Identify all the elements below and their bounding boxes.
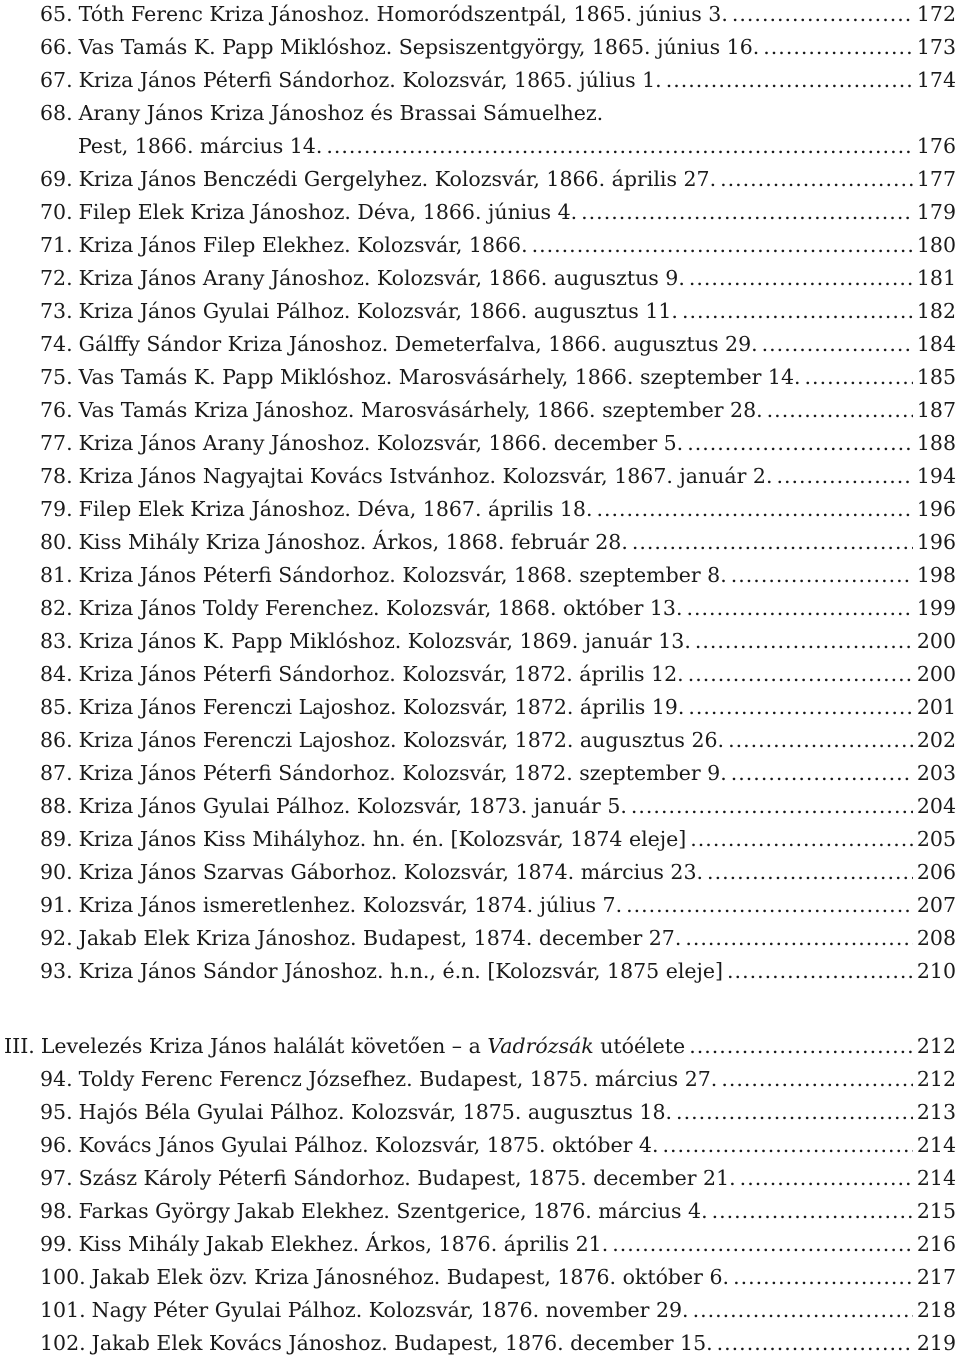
entry-number: 80. bbox=[40, 530, 73, 554]
leader-dots bbox=[712, 1195, 913, 1228]
entry-number: 95. bbox=[40, 1100, 73, 1124]
entry-title: Kriza János Nagyajtai Kovács Istvánhoz. Kolozsvár, 1867. január 2. bbox=[78, 464, 773, 488]
leader-dots bbox=[805, 361, 913, 394]
entry-title: Filep Elek Kriza Jánoshoz. Déva, 1867. április 18. bbox=[78, 497, 593, 521]
section-title bbox=[35, 1030, 685, 1063]
entry-page: 205 bbox=[916, 827, 956, 851]
entry-page: 215 bbox=[916, 1199, 956, 1223]
leader-dots bbox=[762, 328, 913, 361]
toc-entry bbox=[0, 97, 960, 130]
entry-title: Hajós Béla Gyulai Pálhoz. Kolozsvár, 1875. augusztus 18. bbox=[78, 1100, 673, 1124]
toc-entry bbox=[0, 196, 960, 229]
entry-page: 216 bbox=[916, 1232, 956, 1256]
toc-entry bbox=[0, 262, 960, 295]
entry-number: 97. bbox=[40, 1166, 73, 1190]
entry-page: 217 bbox=[916, 1265, 956, 1289]
entry-title: Kiss Mihály Kriza Jánoshoz. Árkos, 1868. február 28. bbox=[78, 530, 628, 554]
toc-entry bbox=[0, 427, 960, 460]
entry-title: Kovács János Gyulai Pálhoz. Kolozsvár, 1875. október 4. bbox=[78, 1133, 659, 1157]
entry-page: 177 bbox=[916, 167, 956, 191]
leader-dots bbox=[695, 625, 913, 658]
entry-page: 198 bbox=[916, 563, 956, 587]
entry-number: 82. bbox=[40, 596, 73, 620]
entry-title: Kriza János Ferenczi Lajoshoz. Kolozsvár, 1872. augusztus 26. bbox=[78, 728, 725, 752]
entry-title: Kriza János ismeretlenhez. Kolozsvár, 1874. július 7. bbox=[78, 893, 623, 917]
entry-page: 201 bbox=[916, 695, 956, 719]
entry-title: Pest, 1866. március 14. bbox=[78, 134, 323, 158]
toc-entry bbox=[0, 1162, 960, 1195]
entry-number: 88. bbox=[40, 794, 73, 818]
toc-entry bbox=[0, 361, 960, 394]
entry-number: 85. bbox=[40, 695, 73, 719]
leader-dots bbox=[727, 955, 913, 988]
leader-dots bbox=[663, 1129, 913, 1162]
entry-page: 214 bbox=[916, 1166, 956, 1190]
leader-dots bbox=[676, 1096, 913, 1129]
entry-number: 65. bbox=[40, 2, 73, 26]
entry-page: 206 bbox=[916, 860, 956, 884]
section-title-italic: Vadrózsák bbox=[487, 1034, 594, 1058]
entry-title: Vas Tamás K. Papp Miklóshoz. Sepsiszentgyörgy, 1865. június 16. bbox=[78, 35, 760, 59]
entry-page: 218 bbox=[916, 1298, 956, 1322]
entry-title: Kriza János Ferenczi Lajoshoz. Kolozsvár, 1872. április 19. bbox=[78, 695, 685, 719]
entry-page: 196 bbox=[916, 530, 956, 554]
toc-entry-continuation bbox=[0, 130, 960, 163]
leader-dots bbox=[685, 922, 913, 955]
leader-dots bbox=[688, 691, 912, 724]
entry-page: 184 bbox=[916, 332, 956, 356]
entry-number: 74. bbox=[40, 332, 73, 356]
leader-dots bbox=[776, 460, 912, 493]
toc-entry bbox=[0, 889, 960, 922]
toc-entry bbox=[0, 757, 960, 790]
section-heading-iii bbox=[0, 1030, 960, 1063]
toc-entry bbox=[0, 592, 960, 625]
entry-title: Jakab Elek Kovács Jánoshoz. Budapest, 1876. december 15. bbox=[91, 1331, 713, 1355]
leader-dots bbox=[693, 1294, 913, 1327]
entry-number: 86. bbox=[40, 728, 73, 752]
leader-dots bbox=[532, 229, 913, 262]
entry-number: 81. bbox=[40, 563, 73, 587]
entry-title: Filep Elek Kriza Jánoshoz. Déva, 1866. június 4. bbox=[78, 200, 578, 224]
entry-page: 188 bbox=[916, 431, 956, 455]
entry-title: Vas Tamás K. Papp Miklóshoz. Marosvásárhely, 1866. szeptember 14. bbox=[78, 365, 801, 389]
toc-entry bbox=[0, 1228, 960, 1261]
toc-entry bbox=[0, 922, 960, 955]
leader-dots bbox=[728, 724, 913, 757]
entry-title: Farkas György Jakab Elekhez. Szentgerice, 1876. március 4. bbox=[78, 1199, 708, 1223]
entry-page: 199 bbox=[916, 596, 956, 620]
entry-number: 102. bbox=[40, 1331, 86, 1355]
entry-page: 176 bbox=[916, 134, 956, 158]
leader-dots bbox=[763, 31, 913, 64]
entry-page: 219 bbox=[916, 1331, 956, 1355]
entry-title: Tóth Ferenc Kriza Jánoshoz. Homoródszentpál, 1865. június 3. bbox=[78, 2, 728, 26]
entry-title: Kriza János Sándor Jánoshoz. h.n., é.n. [Kolozsvár, 1875 eleje] bbox=[78, 959, 724, 983]
leader-dots bbox=[717, 1327, 913, 1360]
entry-number: 83. bbox=[40, 629, 73, 653]
entry-page: 173 bbox=[916, 35, 956, 59]
toc-entry bbox=[0, 1261, 960, 1294]
entry-number: 79. bbox=[40, 497, 73, 521]
entry-title: Kriza János Péterfi Sándorhoz. Kolozsvár, 1872. április 12. bbox=[78, 662, 684, 686]
toc-entry bbox=[0, 1195, 960, 1228]
entry-page: 214 bbox=[916, 1133, 956, 1157]
leader-dots bbox=[707, 856, 913, 889]
leader-dots bbox=[767, 394, 913, 427]
entry-number: 91. bbox=[40, 893, 73, 917]
entry-number: 84. bbox=[40, 662, 73, 686]
entry-title: Toldy Ferenc Ferencz Józsefhez. Budapest, 1875. március 27. bbox=[78, 1067, 718, 1091]
entry-number: 101. bbox=[40, 1298, 86, 1322]
entry-page: 172 bbox=[916, 2, 956, 26]
entry-title: Kriza János Filep Elekhez. Kolozsvár, 1866. bbox=[78, 233, 528, 257]
entry-number: 93. bbox=[40, 959, 73, 983]
entry-number: 94. bbox=[40, 1067, 73, 1091]
entry-title: Szász Károly Péterfi Sándorhoz. Budapest, 1875. december 21. bbox=[78, 1166, 736, 1190]
entry-title: Kriza János Szarvas Gáborhoz. Kolozsvár, 1874. március 23. bbox=[78, 860, 704, 884]
leader-dots bbox=[689, 262, 913, 295]
entry-number: 99. bbox=[40, 1232, 73, 1256]
leader-dots bbox=[740, 1162, 913, 1195]
leader-dots bbox=[687, 592, 913, 625]
entry-page: 202 bbox=[916, 728, 956, 752]
entry-title: Arany János Kriza Jánoshoz és Brassai Sámuelhez. bbox=[78, 101, 604, 125]
toc-entry bbox=[0, 856, 960, 889]
toc-entry bbox=[0, 1294, 960, 1327]
leader-dots bbox=[733, 1261, 913, 1294]
entry-title: Kriza János Benczédi Gergelyhez. Kolozsvár, 1866. április 27. bbox=[78, 167, 717, 191]
toc-entry bbox=[0, 0, 960, 31]
leader-dots bbox=[632, 526, 913, 559]
toc-entry bbox=[0, 1063, 960, 1096]
leader-dots bbox=[581, 196, 913, 229]
leader-dots bbox=[690, 823, 913, 856]
entry-number: 69. bbox=[40, 167, 73, 191]
entry-title: Jakab Elek özv. Kriza Jánosnéhoz. Budapest, 1876. október 6. bbox=[91, 1265, 730, 1289]
toc-entry bbox=[0, 64, 960, 97]
toc-entry bbox=[0, 31, 960, 64]
entry-title: Kriza János Gyulai Pálhoz. Kolozsvár, 1866. augusztus 11. bbox=[78, 299, 678, 323]
toc-entry bbox=[0, 1096, 960, 1129]
entry-title: Kriza János K. Papp Miklóshoz. Kolozsvár, 1869. január 13. bbox=[78, 629, 691, 653]
entry-page: 200 bbox=[916, 629, 956, 653]
entry-title: Kriza János Arany Jánoshoz. Kolozsvár, 1866. augusztus 9. bbox=[78, 266, 685, 290]
toc-entry bbox=[0, 526, 960, 559]
entry-title: Gálffy Sándor Kriza Jánoshoz. Demeterfalva, 1866. augusztus 29. bbox=[78, 332, 758, 356]
toc-entry bbox=[0, 328, 960, 361]
leader-dots bbox=[631, 790, 913, 823]
entry-number: 70. bbox=[40, 200, 73, 224]
entry-number: 66. bbox=[40, 35, 73, 59]
section-title-end: utóélete bbox=[593, 1034, 686, 1058]
leader-dots bbox=[731, 757, 913, 790]
toc-entry bbox=[0, 229, 960, 262]
leader-dots bbox=[688, 658, 913, 691]
toc-entry bbox=[0, 295, 960, 328]
entry-page: 179 bbox=[916, 200, 956, 224]
entry-page: 187 bbox=[916, 398, 956, 422]
entry-number: 89. bbox=[40, 827, 73, 851]
section-number: III. bbox=[4, 1034, 35, 1058]
entry-title: Kriza János Kiss Mihályhoz. hn. én. [Kolozsvár, 1874 eleje] bbox=[78, 827, 687, 851]
toc-entry bbox=[0, 955, 960, 988]
toc-entry bbox=[0, 823, 960, 856]
leader-dots bbox=[626, 889, 913, 922]
leader-dots bbox=[720, 163, 913, 196]
toc-entry bbox=[0, 163, 960, 196]
entry-title: Nagy Péter Gyulai Pálhoz. Kolozsvár, 1876. november 29. bbox=[91, 1298, 689, 1322]
entry-title: Kriza János Arany Jánoshoz. Kolozsvár, 1866. december 5. bbox=[78, 431, 684, 455]
toc-entry bbox=[0, 1129, 960, 1162]
leader-dots bbox=[731, 559, 913, 592]
entry-title: Kriza János Péterfi Sándorhoz. Kolozsvár, 1872. szeptember 9. bbox=[78, 761, 727, 785]
section-title-start: Levelezés Kriza János halálát követően – a bbox=[40, 1034, 488, 1058]
leader-dots bbox=[666, 64, 913, 97]
leader-dots bbox=[596, 493, 912, 526]
entry-title: Jakab Elek Kriza Jánoshoz. Budapest, 1874. december 27. bbox=[78, 926, 682, 950]
entry-page: 200 bbox=[916, 662, 956, 686]
entry-title: Kriza János Péterfi Sándorhoz. Kolozsvár, 1865. július 1. bbox=[78, 68, 662, 92]
leader-dots bbox=[689, 1030, 913, 1063]
entry-number: 75. bbox=[40, 365, 73, 389]
entry-number: 96. bbox=[40, 1133, 73, 1157]
entry-page: 180 bbox=[916, 233, 956, 257]
entry-number: 98. bbox=[40, 1199, 73, 1223]
entry-number: 90. bbox=[40, 860, 73, 884]
entry-page: 194 bbox=[916, 464, 956, 488]
entry-page: 204 bbox=[916, 794, 956, 818]
toc-entry bbox=[0, 394, 960, 427]
entry-number: 72. bbox=[40, 266, 73, 290]
entry-number: 77. bbox=[40, 431, 73, 455]
entry-number: 71. bbox=[40, 233, 73, 257]
toc-entry bbox=[0, 460, 960, 493]
entry-page: 208 bbox=[916, 926, 956, 950]
entry-number: 73. bbox=[40, 299, 73, 323]
toc-entry bbox=[0, 790, 960, 823]
entry-page: 196 bbox=[916, 497, 956, 521]
entry-page: 182 bbox=[916, 299, 956, 323]
section-page: 212 bbox=[916, 1034, 956, 1058]
leader-dots bbox=[687, 427, 913, 460]
entry-page: 212 bbox=[916, 1067, 956, 1091]
entry-title: Kriza János Gyulai Pálhoz. Kolozsvár, 1873. január 5. bbox=[78, 794, 627, 818]
entry-title: Kriza János Toldy Ferenchez. Kolozsvár, 1868. október 13. bbox=[78, 596, 683, 620]
entry-number: 100. bbox=[40, 1265, 86, 1289]
entry-page: 210 bbox=[916, 959, 956, 983]
entry-number: 76. bbox=[40, 398, 73, 422]
toc-entry bbox=[0, 559, 960, 592]
entry-page: 174 bbox=[916, 68, 956, 92]
toc-entry bbox=[0, 691, 960, 724]
leader-dots bbox=[721, 1063, 913, 1096]
leader-dots bbox=[612, 1228, 913, 1261]
entry-page: 185 bbox=[916, 365, 956, 389]
entry-number: 92. bbox=[40, 926, 73, 950]
toc-entry bbox=[0, 658, 960, 691]
toc-entry bbox=[0, 724, 960, 757]
entry-title: Vas Tamás Kriza Jánoshoz. Marosvásárhely, 1866. szeptember 28. bbox=[78, 398, 763, 422]
entry-number: 87. bbox=[40, 761, 73, 785]
leader-dots bbox=[326, 130, 913, 163]
entry-page: 213 bbox=[916, 1100, 956, 1124]
entry-title: Kiss Mihály Jakab Elekhez. Árkos, 1876. április 21. bbox=[78, 1232, 609, 1256]
entry-number: 67. bbox=[40, 68, 73, 92]
toc-entry bbox=[0, 1327, 960, 1360]
leader-dots bbox=[682, 295, 913, 328]
leader-dots bbox=[732, 0, 913, 31]
entry-number: 78. bbox=[40, 464, 73, 488]
entry-title: Kriza János Péterfi Sándorhoz. Kolozsvár, 1868. szeptember 8. bbox=[78, 563, 727, 587]
entry-page: 207 bbox=[916, 893, 956, 917]
entry-page: 203 bbox=[916, 761, 956, 785]
entry-page: 181 bbox=[916, 266, 956, 290]
toc-entry bbox=[0, 625, 960, 658]
toc-entry bbox=[0, 493, 960, 526]
entry-number: 68. bbox=[40, 101, 73, 125]
